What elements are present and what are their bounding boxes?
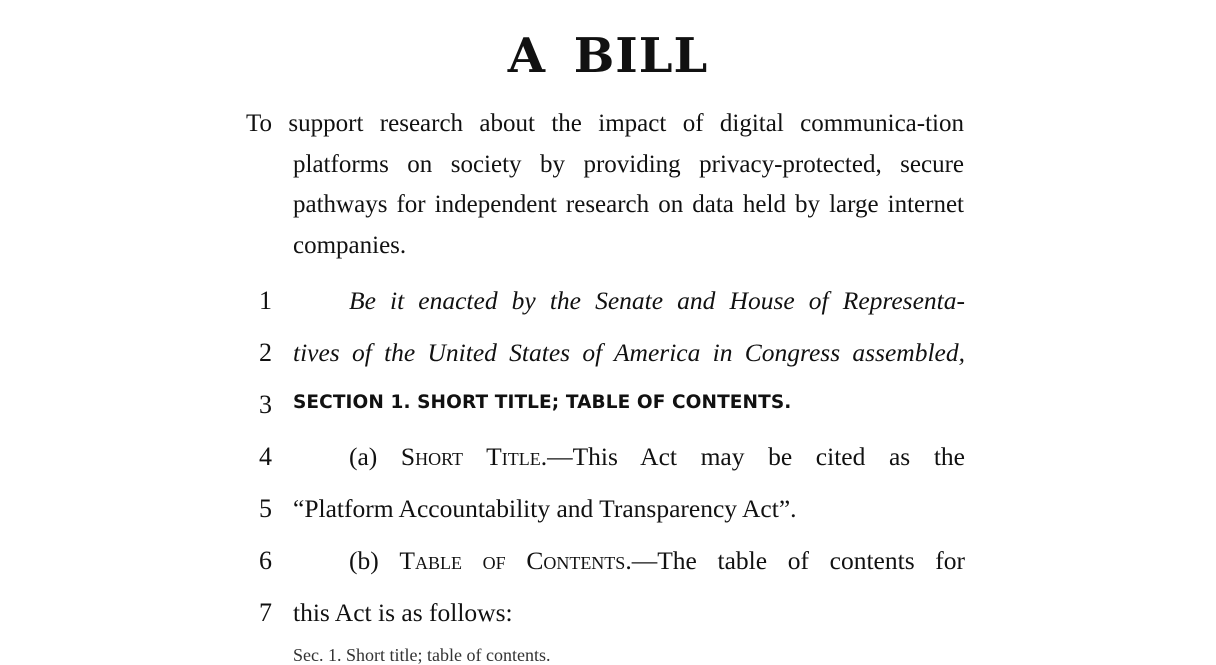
- bill-line-3: [0, 392, 1216, 444]
- line-text-1: Be it enacted by the Senate and House of Representa-: [349, 286, 965, 315]
- line-number-4: 4: [259, 442, 272, 471]
- line-number-7: 7: [259, 598, 272, 627]
- table-of-contents-text: (b) Table of Contents.—The table of contents for: [349, 546, 966, 575]
- line-number-3: 3: [259, 390, 272, 419]
- line-text-2: tives of the United States of America in Congress assembled,: [293, 338, 965, 367]
- line-number-5: 5: [259, 494, 272, 523]
- line-text-5: “Platform Accountability and Transparency Act”.: [293, 494, 797, 523]
- short-title-text: (a) Short Title.—This Act may be cited as the: [349, 442, 965, 471]
- line-number-1: 1: [259, 286, 272, 315]
- section-heading: SECTION 1. SHORT TITLE; TABLE OF CONTENTS.: [293, 392, 792, 413]
- line-number-2: 2: [259, 338, 272, 367]
- bill-line-7: [0, 600, 1216, 652]
- line-text-4: [349, 444, 965, 470]
- bill-purpose: To support research about the impact of digital communica-tion platforms on society by providing privacy-protected, secure pathways for independent research on data held by large internet companies.: [246, 110, 964, 259]
- bill-line-6: [0, 548, 1216, 600]
- bill-title: A BILL: [507, 28, 709, 84]
- line-text-6: [349, 548, 965, 574]
- bill-line-4: [0, 444, 1216, 496]
- bill-line-1: [0, 288, 1216, 340]
- bill-line-5: [0, 496, 1216, 548]
- bill-line-2: [0, 340, 1216, 392]
- line-number-6: 6: [259, 546, 272, 575]
- toc-entry-cutoff: Sec. 1. Short title; table of contents.: [293, 645, 551, 665]
- line-text-7: this Act is as follows:: [293, 598, 513, 627]
